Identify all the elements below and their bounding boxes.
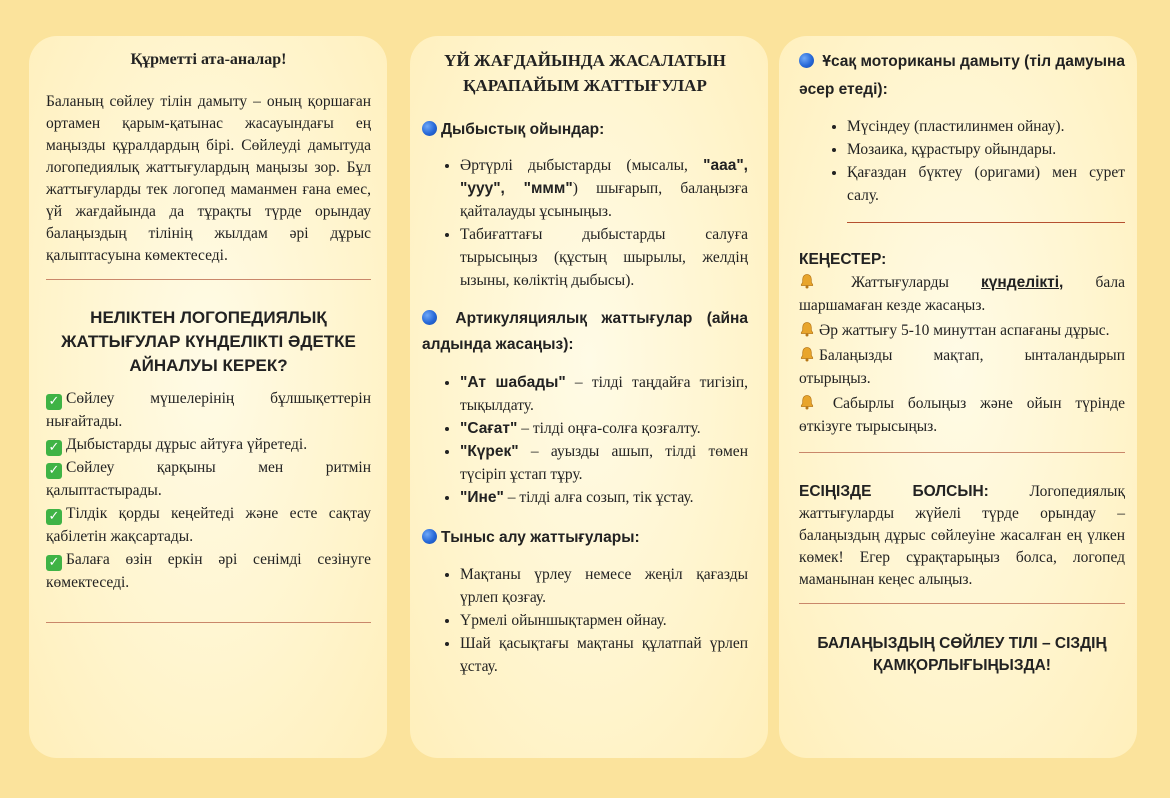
list-item: • Мақтаны үрлеу немесе жеңіл қағазды үрлеп қозғау. [460,563,748,609]
check-mark-icon: ✓ [46,463,62,479]
sound-games-list [422,154,748,292]
intro-paragraph: Баланың сөйлеу тілін дамыту – оның қоршаған ортамен қарым-қатынас жасауындағы ең маңызды құралдардың бірі. Сөйлеуді дамытуда логопедиялық жаттығулардың маңызы зор. Бұл жаттығуларды тек логопед маманмен ғана емес, үй жағдайында да тұрақты түрде орындау балаңыздың тілінің жылдам әрі дұрыс қалыптасуына көмектеседі. [46,93,371,264]
exercises-title: ҮЙ ЖАҒДАЙЫНДА ЖАСАЛАТЫН ҚАРАПАЙЫМ ЖАТТЫҒУЛАР [444,51,726,95]
motor-list [799,115,1125,207]
bell-icon [799,321,815,337]
blue-circle-icon [799,53,814,68]
list-item: • Шай қасықтағы мақтаны құлатпай үрлеп ұстау. [460,632,748,678]
blue-circle-icon [422,121,437,136]
list-item: • Табиғаттағы дыбыстарды салуға тырысыңыз (құстың шырылы, желдің ызыны, көліктің дыбысы). [460,223,748,292]
list-item: • "Ине" – тілді алға созып, тік ұстау. [460,486,748,509]
divider [799,452,1125,453]
benefit-item: ✓ Балаға өзін еркін әрі сенімді сезінуге көмектеседі. [46,551,371,591]
benefit-item: ✓ Сөйлеу қарқыны мен ритмін қалыптастырады. [46,459,371,499]
why-heading: НЕЛІКТЕН ЛОГОПЕДИЯЛЫҚ ЖАТТЫҒУЛАР КҮНДЕЛІКТІ ӘДЕТКЕ АЙНАЛУЫ КЕРЕК? [61,308,356,375]
blue-circle-icon [422,310,437,325]
check-mark-icon: ✓ [46,394,62,410]
bell-icon [799,346,815,362]
articulation-list [422,371,748,509]
list-item: • "Ат шабады" – тілді таңдайға тигізіп, тықылдату. [460,371,748,417]
bell-icon [799,273,815,289]
benefit-item: ✓ Дыбыстарды дұрыс айтуға үйретеді. [46,433,371,456]
bell-icon [799,394,815,410]
breathing-heading: Тыныс алу жаттығулары: [422,527,748,549]
benefit-item: ✓ Сөйлеу мүшелерінің бұлшықеттерін нығайтады. [46,390,371,430]
divider [46,279,371,280]
list-item: • Қағаздан бүктеу (оригами) мен сурет салу. [847,161,1125,207]
remember-paragraph: ЕСІҢІЗДЕ БОЛСЫН: Логопедиялық жаттығуларды жүйелі түрде орындау – балаңыздың дұрыс сөйлеуіне жасалған ең үлкен көмек! Егер сұрақтарыңыз болса, логопед маманынан кеңес алыңыз. [799,483,1125,588]
list-item: • Мозаика, құрастыру ойындары. [847,138,1125,161]
closing-slogan: БАЛАҢЫЗДЫҢ СӨЙЛЕУ ТІЛІ – СІЗДІҢ ҚАМҚОРЛЫҒЫҢЫЗДА! [817,635,1107,674]
panel-right [779,36,1137,758]
list-item: • Әртүрлі дыбыстарды (мысалы, "ааа", "ууу", "ммм") шығарып, балаңызға қайталауды ұсыныңыз. [460,154,748,223]
check-mark-icon: ✓ [46,440,62,456]
check-mark-icon: ✓ [46,555,62,571]
benefits-list [46,387,371,594]
tips-list [799,271,1125,438]
tip-item: Сабырлы болыңыз және ойын түрінде өткізуге тырысыңыз. [799,395,1125,435]
greeting: Құрметті ата-аналар! [130,51,287,68]
tip-item: Жаттығуларды күнделікті, бала шаршамаған кезде жасаңыз. [799,274,1125,314]
sound-games-heading: Дыбыстық ойындар: [422,119,748,141]
list-item: • "Сағат" – тілді оңға-солға қозғалту. [460,417,748,440]
divider [847,222,1125,223]
blue-circle-icon [422,529,437,544]
list-item: • "Күрек" – ауызды ашып, тілді төмен түсіріп ұстап тұру. [460,440,748,486]
check-mark-icon: ✓ [46,509,62,525]
divider [799,603,1125,604]
tip-item: Балаңызды мақтап, ынталандырып отырыңыз. [799,347,1125,387]
articulation-heading: Артикуляциялық жаттығулар (айна алдында жасаңыз): [422,310,749,353]
breathing-list [422,563,748,678]
motor-heading: Ұсақ моториканы дамыту (тіл дамуына әсер етеді): [799,53,1125,98]
benefit-item: ✓ Тілдік қорды кеңейтеді және есте сақтау қабілетін жақсартады. [46,505,371,545]
tip-item: Әр жаттығу 5-10 минуттан аспағаны дұрыс. [799,319,1125,342]
divider [46,622,371,623]
panel-left [29,36,387,758]
panel-middle [410,36,768,758]
list-item: • Үрмелі ойыншықтармен ойнау. [460,609,748,632]
list-item: • Мүсіндеу (пластилинмен ойнау). [847,115,1125,138]
tips-heading: КЕҢЕСТЕР: [799,251,887,268]
